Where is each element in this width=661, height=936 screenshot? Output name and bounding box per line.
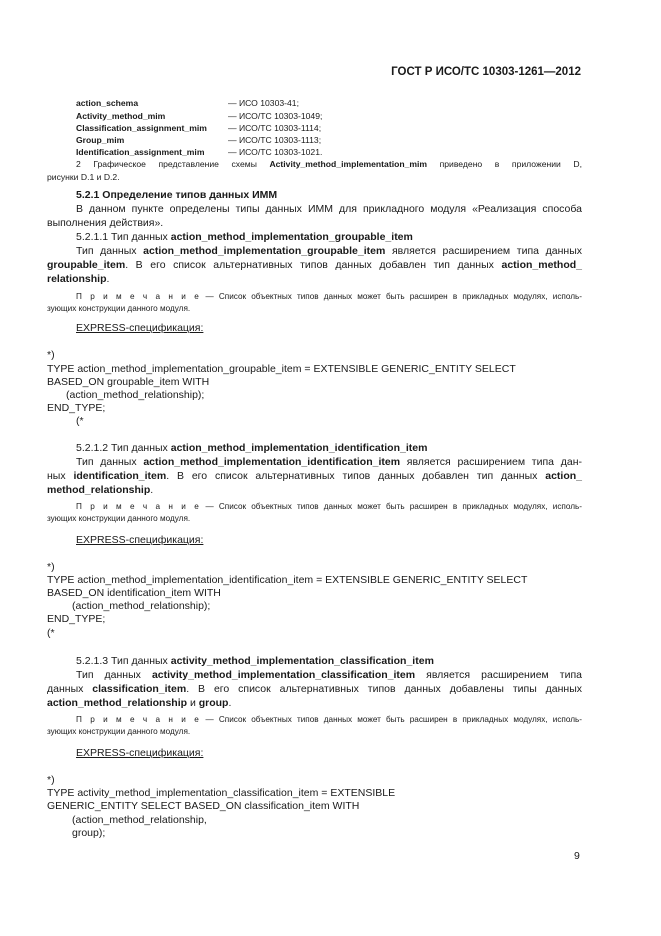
code-line: (* bbox=[76, 415, 84, 427]
code-line: TYPE activity_method_implementation_classification_item = EXTENSIBLE bbox=[47, 787, 396, 799]
paragraph: выполнения действия». bbox=[47, 217, 164, 229]
subsection-title: 5.2.1.1 Тип данных action_method_implementation_groupable_item bbox=[76, 231, 413, 243]
paragraph: groupable_item. В его список альтернативных типов данных добавлен тип данных action_method_ bbox=[47, 259, 582, 271]
paragraph: action_method_relationship и group. bbox=[47, 697, 232, 709]
code-line: TYPE action_method_implementation_groupable_item = EXTENSIBLE GENERIC_ENTITY SELECT bbox=[47, 363, 516, 375]
note: зующих конструкции данного модуля. bbox=[47, 304, 191, 313]
code-line: TYPE action_method_implementation_identification_item = EXTENSIBLE GENERIC_ENTITY SELECT bbox=[47, 574, 528, 586]
paragraph: method_relationship. bbox=[47, 484, 154, 496]
note: П р и м е ч а н и е — Список объектных типов данных может быть расширен в прикладных модулях, исполь- bbox=[76, 292, 582, 301]
code-line: *) bbox=[47, 774, 55, 786]
subsection-title: 5.2.1.3 Тип данных activity_method_implementation_classification_item bbox=[76, 655, 434, 667]
note: зующих конструкции данного модуля. bbox=[47, 727, 191, 736]
ref-name: action_schema bbox=[76, 98, 139, 108]
ref-name: Identification_assignment_mim bbox=[76, 147, 205, 157]
ref-standard: — ИСО/ТС 10303-1113; bbox=[228, 135, 322, 145]
code-line: *) bbox=[47, 561, 55, 573]
ref-standard: — ИСО/ТС 10303-1049; bbox=[228, 111, 323, 121]
code-line: END_TYPE; bbox=[47, 613, 106, 625]
ref-name: Activity_method_mim bbox=[76, 111, 166, 121]
paragraph: В данном пункте определены типы данных ИММ для прикладного модуля «Реализация способа bbox=[76, 203, 582, 215]
code-line: *) bbox=[47, 349, 55, 361]
section-title: 5.2.1 Определение типов данных ИММ bbox=[76, 189, 278, 201]
code-line: BASED_ON identification_item WITH bbox=[47, 587, 221, 599]
page-number: 9 bbox=[574, 850, 580, 862]
ref-standard: — ИСО 10303-41; bbox=[228, 98, 299, 108]
code-line: (* bbox=[47, 627, 55, 639]
code-line: (action_method_relationship, bbox=[72, 814, 207, 826]
code-line: group); bbox=[72, 827, 106, 839]
paragraph: ных identification_item. В его список альтернативных типов данных добавлен тип данных action_ bbox=[47, 470, 583, 482]
note: П р и м е ч а н и е — Список объектных типов данных может быть расширен в прикладных модулях, исполь- bbox=[76, 715, 582, 724]
code-line: END_TYPE; bbox=[47, 402, 106, 414]
note-2-line2: рисунки D.1 и D.2. bbox=[47, 172, 120, 182]
express-label: EXPRESS-спецификация: bbox=[76, 322, 204, 334]
ref-name: Group_mim bbox=[76, 135, 125, 145]
code-line: BASED_ON groupable_item WITH bbox=[47, 376, 210, 388]
paragraph: relationship. bbox=[47, 273, 110, 285]
express-label: EXPRESS-спецификация: bbox=[76, 747, 204, 759]
note: зующих конструкции данного модуля. bbox=[47, 514, 191, 523]
paragraph: данных classification_item. В его список альтернативных типов данных добавлены типы данных bbox=[47, 683, 582, 695]
note-2-line1: 2 Графическое представление схемы Activity_method_implementation_mim приведено в приложении D, bbox=[76, 159, 582, 169]
ref-name: Classification_assignment_mim bbox=[76, 123, 207, 133]
code-line: (action_method_relationship); bbox=[66, 389, 205, 401]
ref-standard: — ИСО/ТС 10303-1114; bbox=[228, 123, 322, 133]
paragraph: Тип данных action_method_implementation_groupable_item является расширением типа данных bbox=[76, 245, 582, 257]
code-line: (action_method_relationship); bbox=[72, 600, 211, 612]
note: П р и м е ч а н и е — Список объектных типов данных может быть расширен в прикладных модулях, исполь- bbox=[76, 502, 582, 511]
paragraph: Тип данных activity_method_implementation_classification_item является расширением типа bbox=[76, 669, 582, 681]
subsection-title: 5.2.1.2 Тип данных action_method_implementation_identification_item bbox=[76, 442, 428, 454]
page-header: ГОСТ Р ИСО/ТС 10303-1261—2012 bbox=[391, 66, 581, 78]
express-label: EXPRESS-спецификация: bbox=[76, 534, 204, 546]
code-line: GENERIC_ENTITY SELECT BASED_ON classification_item WITH bbox=[47, 800, 360, 812]
paragraph: Тип данных action_method_implementation_identification_item является расширением типа дан- bbox=[76, 456, 582, 468]
ref-standard: — ИСО/ТС 10303-1021. bbox=[228, 147, 323, 157]
